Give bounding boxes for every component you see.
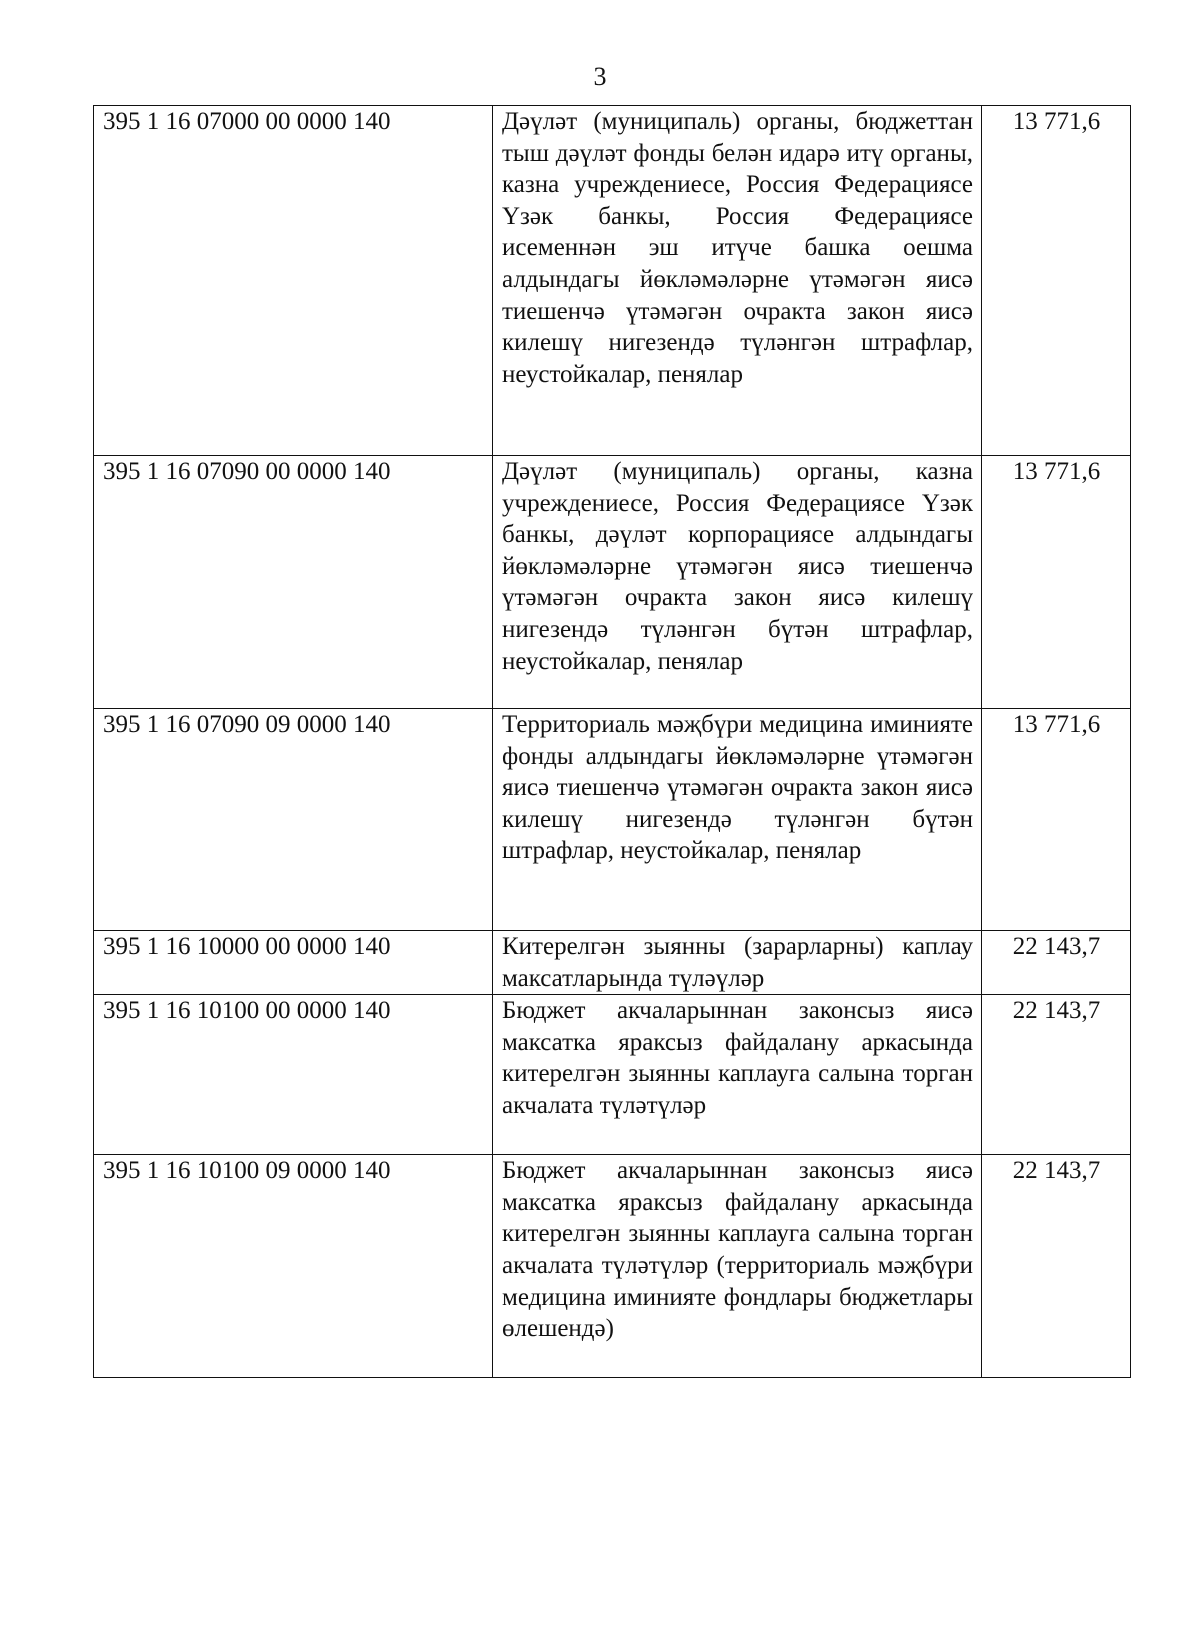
amount-cell: 13 771,6 bbox=[982, 106, 1131, 456]
amount-cell: 22 143,7 bbox=[982, 995, 1131, 1155]
description-cell: Бюджет акчаларыннан законсыз яисә максатка яраксыз файдалану аркасында китерелгән зыянны каплауга салына торган акчалата түләтүләр (территориаль мәҗбүри медицина иминияте фондлары бюджетлары өлешендә) bbox=[493, 1155, 982, 1378]
budget-code-cell: 395 1 16 07090 00 0000 140 bbox=[94, 456, 493, 709]
table-row bbox=[94, 931, 1131, 995]
budget-code-cell: 395 1 16 07090 09 0000 140 bbox=[94, 709, 493, 931]
amount-cell: 22 143,7 bbox=[982, 1155, 1131, 1378]
table-row bbox=[94, 456, 1131, 709]
description-cell: Дәүләт (муниципаль) органы, казна учреждениесе, Россия Федерациясе Үзәк банкы, дәүләт корпорациясе алдындагы йөкләмәләрне үтәмәгән яисә тиешенчә үтәмәгән очракта закон яисә килешү нигезендә түләнгән бүтән штрафлар, неустойкалар, пенялар bbox=[493, 456, 982, 709]
budget-code-cell: 395 1 16 07000 00 0000 140 bbox=[94, 106, 493, 456]
table-row bbox=[94, 106, 1131, 456]
table-row bbox=[94, 995, 1131, 1155]
description-cell: Дәүләт (муниципаль) органы, бюджеттан тыш дәүләт фонды белән идарә итү органы, казна учреждениесе, Россия Федерациясе Үзәк банкы, Россия Федерациясе исеменнән эш итүче башка оешма алдындагы йөкләмәләрне үтәмәгән яисә тиешенчә үтәмәгән очракта закон яисә килешү нигезендә түләнгән штрафлар, неустойкалар, пенялар bbox=[493, 106, 982, 456]
amount-cell: 13 771,6 bbox=[982, 456, 1131, 709]
amount-cell: 22 143,7 bbox=[982, 931, 1131, 995]
budget-code-cell: 395 1 16 10100 09 0000 140 bbox=[94, 1155, 493, 1378]
amount-cell: 13 771,6 bbox=[982, 709, 1131, 931]
description-cell: Бюджет акчаларыннан законсыз яисә максатка яраксыз файдалану аркасында китерелгән зыянны каплауга салына торган акчалата түләтүләр bbox=[493, 995, 982, 1155]
description-cell: Китерелгән зыянны (зарарларны) каплау максатларында түләүләр bbox=[493, 931, 982, 995]
budget-code-cell: 395 1 16 10000 00 0000 140 bbox=[94, 931, 493, 995]
table-row bbox=[94, 709, 1131, 931]
budget-revenue-table bbox=[93, 105, 1131, 1378]
budget-code-cell: 395 1 16 10100 00 0000 140 bbox=[94, 995, 493, 1155]
description-cell: Территориаль мәҗбүри медицина иминияте фонды алдындагы йөкләмәләрне үтәмәгән яисә тиешенчә үтәмәгән очракта закон яисә килешү нигезендә түләнгән бүтән штрафлар, неустойкалар, пенялар bbox=[493, 709, 982, 931]
page-number: 3 bbox=[593, 62, 607, 91]
table-row bbox=[94, 1155, 1131, 1378]
